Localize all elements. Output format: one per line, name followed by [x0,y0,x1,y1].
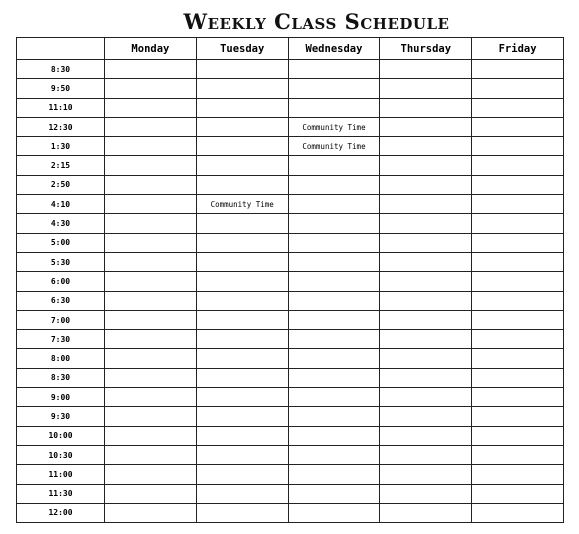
schedule-cell[interactable] [288,233,380,252]
time-label: 8:00 [17,349,105,368]
schedule-cell[interactable] [288,349,380,368]
schedule-cell[interactable] [105,79,197,98]
time-label: 12:00 [17,503,105,522]
time-label: 8:30 [17,368,105,387]
schedule-cell[interactable] [380,117,472,136]
schedule-cell[interactable] [380,214,472,233]
schedule-cell[interactable] [380,445,472,464]
day-header: Tuesday [196,38,288,60]
schedule-cell[interactable] [472,407,564,426]
table-row [17,388,564,407]
schedule-cell[interactable] [380,426,472,445]
schedule-cell[interactable] [196,407,288,426]
schedule-cell[interactable] [380,156,472,175]
schedule-cell[interactable] [105,407,197,426]
schedule-cell[interactable] [380,195,472,214]
schedule-cell[interactable] [196,252,288,271]
table-row [17,484,564,503]
time-label: 6:00 [17,272,105,291]
time-label: 5:30 [17,252,105,271]
schedule-cell[interactable] [288,272,380,291]
schedule-cell[interactable] [288,465,380,484]
schedule-cell[interactable] [196,156,288,175]
schedule-cell[interactable] [105,137,197,156]
table-row [17,117,564,136]
schedule-cell[interactable] [472,426,564,445]
schedule-cell[interactable] [288,195,380,214]
table-row [17,310,564,329]
schedule-cell[interactable] [105,484,197,503]
table-row [17,445,564,464]
schedule-cell[interactable] [105,195,197,214]
schedule-cell[interactable] [196,175,288,194]
schedule-cell[interactable] [105,272,197,291]
time-label: 7:00 [17,310,105,329]
schedule-cell[interactable] [288,252,380,271]
schedule-cell[interactable] [196,98,288,117]
schedule-cell[interactable] [472,330,564,349]
schedule-table [16,37,564,523]
table-row [17,60,564,79]
schedule-cell[interactable] [105,98,197,117]
table-row [17,272,564,291]
day-header: Wednesday [288,38,380,60]
schedule-cell[interactable] [380,233,472,252]
schedule-cell[interactable] [472,349,564,368]
schedule-cell[interactable] [196,60,288,79]
schedule-cell[interactable] [288,137,380,156]
table-row [17,349,564,368]
table-row [17,330,564,349]
time-label: 10:00 [17,426,105,445]
schedule-cell[interactable] [196,330,288,349]
schedule-cell[interactable] [196,484,288,503]
schedule-cell[interactable] [380,175,472,194]
schedule-cell[interactable] [105,60,197,79]
table-row [17,98,564,117]
schedule-cell[interactable] [196,349,288,368]
time-label: 10:30 [17,445,105,464]
schedule-cell[interactable] [288,445,380,464]
schedule-cell[interactable] [472,98,564,117]
schedule-cell[interactable] [288,98,380,117]
schedule-cell[interactable] [380,407,472,426]
schedule-cell[interactable] [196,310,288,329]
schedule-cell[interactable] [105,175,197,194]
schedule-cell[interactable] [472,117,564,136]
schedule-cell[interactable] [105,291,197,310]
schedule-cell[interactable] [288,330,380,349]
table-row [17,252,564,271]
time-label: 6:30 [17,291,105,310]
time-label: 8:30 [17,60,105,79]
schedule-entry: Community Time [302,141,366,151]
table-row [17,175,564,194]
schedule-cell[interactable] [472,233,564,252]
schedule-cell[interactable] [472,310,564,329]
schedule-cell[interactable] [380,98,472,117]
time-label: 5:00 [17,233,105,252]
schedule-entry: Community Time [302,122,366,132]
schedule-cell[interactable] [380,484,472,503]
table-row [17,156,564,175]
schedule-cell[interactable] [105,330,197,349]
time-label: 11:00 [17,465,105,484]
table-row [17,195,564,214]
schedule-cell[interactable] [105,368,197,387]
time-label: 4:10 [17,195,105,214]
page-title: Weekly Class Schedule [183,9,450,34]
schedule-cell[interactable] [472,60,564,79]
schedule-cell[interactable] [196,503,288,522]
schedule-cell[interactable] [380,137,472,156]
time-label: 9:00 [17,388,105,407]
schedule-cell[interactable] [288,310,380,329]
schedule-cell[interactable] [472,252,564,271]
time-label: 9:30 [17,407,105,426]
schedule-cell[interactable] [196,388,288,407]
schedule-cell[interactable] [196,233,288,252]
schedule-cell[interactable] [105,465,197,484]
time-label: 9:50 [17,79,105,98]
time-label: 2:15 [17,156,105,175]
schedule-cell[interactable] [472,214,564,233]
schedule-cell[interactable] [288,368,380,387]
schedule-cell[interactable] [380,60,472,79]
header-row [17,38,564,60]
schedule-cell[interactable] [472,388,564,407]
schedule-cell[interactable] [288,60,380,79]
time-label: 11:30 [17,484,105,503]
table-row [17,407,564,426]
schedule-cell[interactable] [105,214,197,233]
corner-cell [17,38,105,60]
table-row [17,368,564,387]
table-row [17,79,564,98]
time-label: 2:50 [17,175,105,194]
schedule-cell[interactable] [196,426,288,445]
schedule-cell[interactable] [380,368,472,387]
time-label: 4:30 [17,214,105,233]
schedule-cell[interactable] [105,426,197,445]
schedule-cell[interactable] [196,214,288,233]
schedule-cell[interactable] [472,291,564,310]
schedule-cell[interactable] [196,117,288,136]
schedule-cell[interactable] [380,272,472,291]
schedule-cell[interactable] [196,445,288,464]
schedule-cell[interactable] [380,291,472,310]
schedule-cell[interactable] [196,195,288,214]
schedule-cell[interactable] [288,156,380,175]
schedule-cell[interactable] [380,79,472,98]
schedule-cell[interactable] [472,156,564,175]
schedule-cell[interactable] [196,465,288,484]
schedule-cell[interactable] [288,291,380,310]
schedule-cell[interactable] [380,465,472,484]
schedule-cell[interactable] [288,407,380,426]
schedule-cell[interactable] [105,503,197,522]
table-row [17,214,564,233]
schedule-cell[interactable] [196,137,288,156]
schedule-cell[interactable] [472,503,564,522]
table-row [17,426,564,445]
schedule-cell[interactable] [472,368,564,387]
day-header: Thursday [380,38,472,60]
schedule-cell[interactable] [288,175,380,194]
table-row [17,233,564,252]
schedule-cell[interactable] [105,117,197,136]
schedule-cell[interactable] [105,388,197,407]
time-label: 12:30 [17,117,105,136]
schedule-cell[interactable] [380,310,472,329]
schedule-cell[interactable] [105,233,197,252]
schedule-cell[interactable] [380,252,472,271]
schedule-cell[interactable] [196,79,288,98]
schedule-cell[interactable] [196,291,288,310]
time-label: 1:30 [17,137,105,156]
schedule-cell[interactable] [380,503,472,522]
table-row [17,503,564,522]
schedule-cell[interactable] [288,79,380,98]
schedule-cell[interactable] [105,445,197,464]
table-row [17,465,564,484]
schedule-cell[interactable] [472,175,564,194]
schedule-cell[interactable] [472,445,564,464]
schedule-cell[interactable] [380,349,472,368]
time-label: 11:10 [17,98,105,117]
time-label: 7:30 [17,330,105,349]
schedule-cell[interactable] [472,79,564,98]
schedule-cell[interactable] [288,484,380,503]
schedule-cell[interactable] [380,388,472,407]
schedule-cell[interactable] [288,117,380,136]
schedule-cell[interactable] [288,503,380,522]
schedule-entry: Community Time [210,199,274,209]
schedule-cell[interactable] [380,330,472,349]
table-row [17,291,564,310]
day-header: Friday [472,38,564,60]
schedule-cell[interactable] [288,214,380,233]
schedule-cell[interactable] [472,272,564,291]
schedule-cell[interactable] [105,310,197,329]
day-header: Monday [105,38,197,60]
schedule-cell[interactable] [288,426,380,445]
schedule-cell[interactable] [105,349,197,368]
schedule-cell[interactable] [472,137,564,156]
schedule-cell[interactable] [288,388,380,407]
schedule-cell[interactable] [105,156,197,175]
schedule-cell[interactable] [472,465,564,484]
schedule-body [17,60,564,523]
schedule-cell[interactable] [472,484,564,503]
table-row [17,137,564,156]
schedule-cell[interactable] [196,368,288,387]
schedule-cell[interactable] [472,195,564,214]
schedule-cell[interactable] [196,272,288,291]
schedule-cell[interactable] [105,252,197,271]
